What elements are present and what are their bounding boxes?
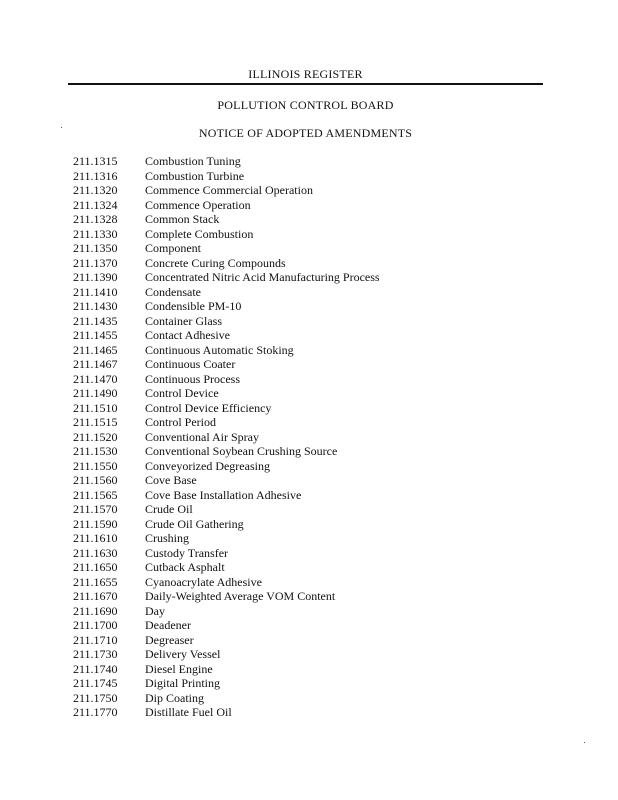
section-number: 211.1470 (73, 371, 118, 386)
list-item (73, 430, 533, 445)
defined-term: Commence Commercial Operation (145, 183, 313, 197)
list-item (73, 183, 533, 198)
section-number: 211.1630 (73, 545, 118, 560)
list-item (73, 502, 533, 517)
list-item (73, 473, 533, 488)
defined-term: Combustion Turbine (145, 168, 245, 183)
list-item (73, 256, 533, 271)
notice-title: NOTICE OF ADOPTED AMENDMENTS (198, 126, 413, 140)
section-number: 211.1750 (73, 690, 118, 705)
section-number: 211.1465 (73, 342, 118, 357)
defined-term: Continuous Process (145, 371, 241, 386)
defined-term: Conventional Soybean Crushing Source (145, 444, 338, 458)
defined-term: Contact Adhesive (145, 328, 230, 342)
defined-term: Cove Base Installation Adhesive (145, 487, 302, 502)
defined-term: Delivery Vessel (145, 647, 221, 661)
list-item (73, 459, 533, 474)
list-item (73, 241, 533, 256)
defined-term: Custody Transfer (145, 545, 229, 560)
section-number: 211.1745 (73, 676, 118, 690)
section-number: 211.1565 (73, 487, 118, 502)
defined-term: Complete Combustion (145, 226, 254, 241)
list-item (73, 401, 533, 416)
defined-term: Day (145, 603, 165, 618)
defined-term: Crude Oil (145, 502, 193, 516)
defined-term: Continuous Coater (145, 357, 236, 371)
defined-term: Common Stack (145, 212, 220, 226)
list-item (73, 676, 533, 691)
defined-term: Concrete Curing Compounds (145, 255, 286, 270)
list-item (73, 299, 533, 314)
list-item (73, 444, 533, 459)
defined-term: Cove Base (145, 473, 197, 487)
list-item (73, 488, 533, 503)
defined-term: Cyanoacrylate Adhesive (145, 574, 262, 589)
list-item (73, 546, 533, 561)
list-item (73, 154, 533, 169)
section-number: 211.1410 (73, 284, 118, 299)
section-number: 211.1350 (73, 241, 118, 255)
section-number: 211.1515 (73, 415, 118, 429)
defined-term: Crude Oil Gathering (145, 516, 244, 531)
section-number: 211.1690 (73, 603, 118, 618)
section-number: 211.1316 (73, 168, 118, 183)
section-number: 211.1530 (73, 444, 118, 458)
section-number: 211.1455 (73, 328, 118, 342)
list-item (73, 169, 533, 184)
section-number: 211.1328 (73, 212, 118, 226)
defined-term: Condensible PM-10 (145, 299, 242, 313)
list-item (73, 531, 533, 546)
defined-term: Distillate Fuel Oil (145, 705, 232, 719)
list-item (73, 662, 533, 677)
section-number: 211.1590 (73, 516, 118, 531)
list-item (73, 372, 533, 387)
section-number: 211.1570 (73, 502, 118, 516)
list-item (73, 691, 533, 706)
section-number: 211.1700 (73, 618, 118, 632)
section-number: 211.1550 (73, 458, 118, 473)
defined-term: Control Device (145, 386, 219, 400)
list-item (73, 343, 533, 358)
section-number: 211.1467 (73, 357, 118, 371)
list-item (73, 357, 533, 372)
list-item (73, 647, 533, 662)
defined-term: Commence Operation (145, 197, 251, 212)
list-item (73, 415, 533, 430)
definitions-list (73, 154, 533, 720)
section-number: 211.1430 (73, 299, 118, 313)
section-number: 211.1490 (73, 386, 118, 400)
section-number: 211.1655 (73, 574, 118, 589)
section-number: 211.1710 (73, 632, 118, 647)
list-item (73, 604, 533, 619)
scan-speck (61, 127, 62, 128)
section-number: 211.1670 (73, 589, 118, 603)
defined-term: Control Device Efficiency (145, 400, 272, 415)
section-number: 211.1435 (73, 313, 118, 328)
defined-term: Dip Coating (145, 690, 204, 705)
list-item (73, 328, 533, 343)
list-item (73, 618, 533, 633)
defined-term: Conveyorized Degreasing (145, 458, 270, 473)
list-item (73, 314, 533, 329)
section-number: 211.1510 (73, 400, 118, 415)
list-item (73, 198, 533, 213)
section-number: 211.1520 (73, 429, 118, 444)
list-item (73, 386, 533, 401)
defined-term: Crushing (145, 531, 190, 545)
defined-term: Concentrated Nitric Acid Manufacturing Process (145, 270, 380, 284)
list-item (73, 270, 533, 285)
defined-term: Deadener (145, 618, 191, 632)
list-item (73, 705, 533, 720)
list-item (73, 227, 533, 242)
section-number: 211.1730 (73, 647, 118, 661)
agency-title: POLLUTION CONTROL BOARD (217, 98, 394, 112)
list-item (73, 560, 533, 575)
defined-term: Continuous Automatic Stoking (145, 342, 294, 357)
defined-term: Diesel Engine (145, 661, 213, 676)
defined-term: Degreaser (145, 632, 194, 647)
section-number: 211.1320 (73, 183, 118, 197)
list-item (73, 517, 533, 532)
section-number: 211.1390 (73, 270, 118, 284)
section-number: 211.1650 (73, 560, 118, 574)
list-item (73, 212, 533, 227)
scan-speck (584, 742, 585, 743)
list-item (73, 589, 533, 604)
section-number: 211.1560 (73, 473, 118, 487)
section-number: 211.1370 (73, 255, 118, 270)
defined-term: Combustion Tuning (145, 154, 241, 168)
defined-term: Container Glass (145, 313, 222, 328)
section-number: 211.1770 (73, 705, 118, 719)
list-item (73, 633, 533, 648)
section-number: 211.1330 (73, 226, 118, 241)
section-number: 211.1324 (73, 197, 118, 212)
defined-term: Conventional Air Spray (145, 429, 259, 444)
defined-term: Control Period (145, 415, 216, 429)
list-item (73, 285, 533, 300)
list-item (73, 575, 533, 590)
section-number: 211.1740 (73, 661, 118, 676)
register-title: ILLINOIS REGISTER (248, 67, 363, 81)
defined-term: Component (145, 241, 201, 255)
section-number: 211.1610 (73, 531, 118, 545)
section-number: 211.1315 (73, 154, 118, 168)
defined-term: Daily-Weighted Average VOM Content (145, 589, 336, 603)
defined-term: Condensate (145, 284, 201, 299)
defined-term: Digital Printing (145, 676, 220, 690)
header-divider (68, 83, 543, 85)
defined-term: Cutback Asphalt (145, 560, 225, 574)
